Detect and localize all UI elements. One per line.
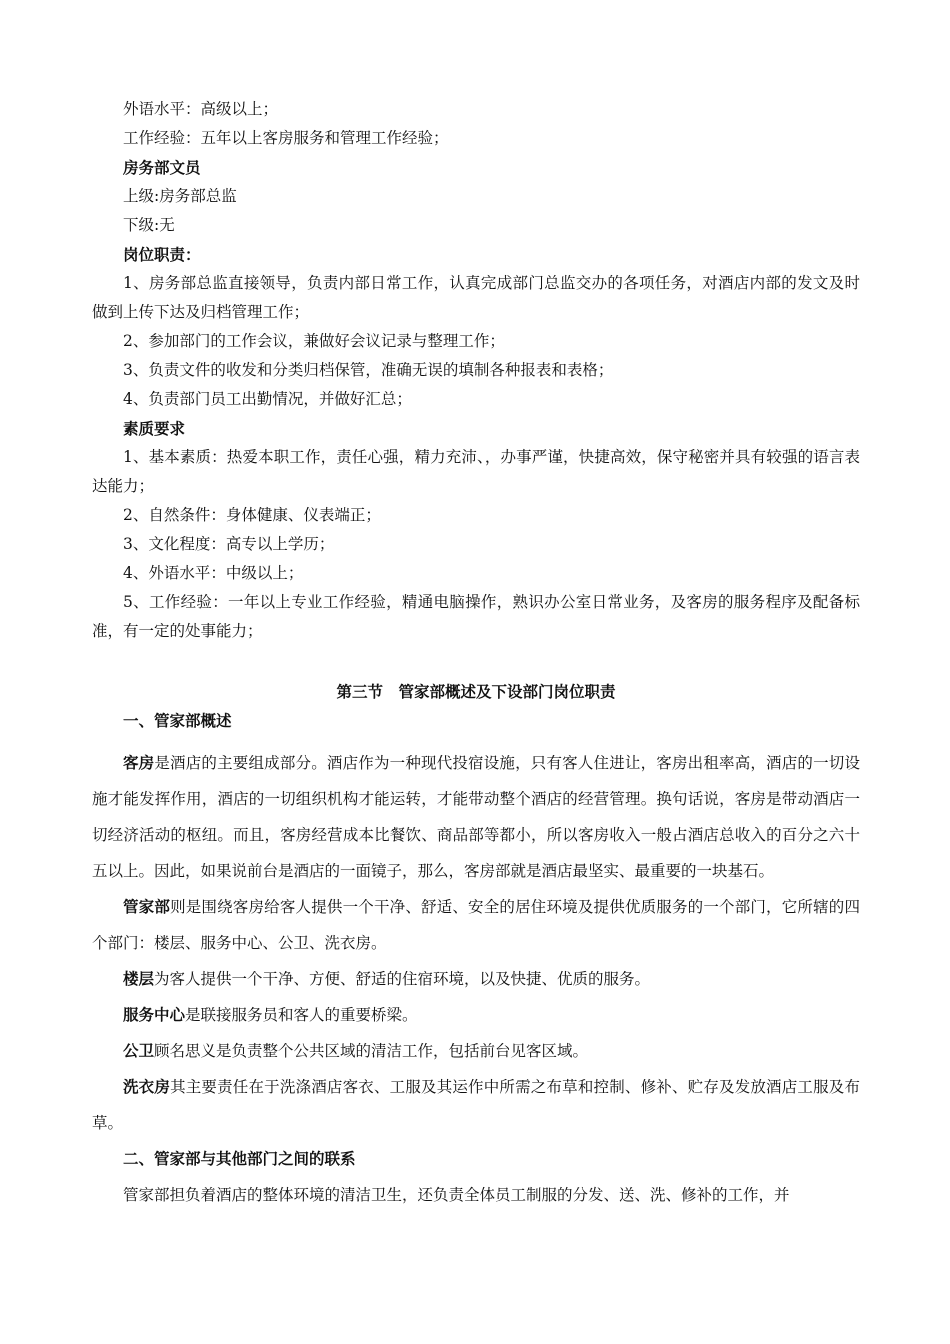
paragraph-lead: 管家部 [123, 897, 171, 916]
quality-item: 4、外语水平：中级以上； [123, 564, 304, 582]
duty-item: 4、负责部门员工出勤情况，并做好汇总； [123, 390, 412, 408]
text-line: 工作经验：五年以上客房服务和管理工作经验； [123, 129, 449, 147]
position-heading: 房务部文员 [123, 158, 201, 177]
paragraph-text: 其主要责任在于洗涤酒店客衣、工服及其运作中所需之布草和控制、修补、贮存及发放酒店工服及布草。 [92, 1078, 860, 1132]
text-line: 外语水平：高级以上； [123, 100, 279, 118]
paragraph-lead: 楼层 [123, 969, 155, 988]
paragraph-fuwu [92, 997, 860, 1033]
paragraph-lead: 服务中心 [123, 1005, 186, 1024]
text-line: 下级:无 [123, 216, 175, 234]
duty-item: 1、房务部总监直接领导，负责内部日常工作，认真完成部门总监交办的各项任务，对酒店内部的发文及时做到上传下达及归档管理工作； [92, 274, 860, 321]
duty-item: 2、参加部门的工作会议，兼做好会议记录与整理工作； [123, 332, 505, 350]
paragraph-guanjia [92, 889, 860, 961]
paragraph-text: 为客人提供一个干净、方便、舒适的住宿环境，以及快捷、优质的服务。 [154, 970, 651, 988]
subsection-heading: 二、管家部与其他部门之间的联系 [123, 1149, 356, 1168]
paragraph-text: 顾名思义是负责整个公共区域的清洁工作，包括前台见客区域。 [154, 1042, 589, 1060]
section-title-block [92, 677, 860, 735]
paragraph-louceng [92, 961, 860, 997]
paragraph-kefang [92, 745, 860, 889]
quality-item: 3、文化程度：高专以上学历； [123, 535, 335, 553]
text-line: 上级:房务部总监 [123, 187, 237, 205]
overview-block [92, 745, 860, 1213]
quality-item: 2、自然条件：身体健康、仪表端正； [123, 506, 381, 524]
housekeeping-section-top [92, 95, 860, 646]
quality-item: 5、工作经验：一年以上专业工作经验，精通电脑操作，熟识办公室日常业务，及客房的服务程序及配备标准，有一定的处事能力； [92, 593, 860, 640]
paragraph-text: 是酒店的主要组成部分。酒店作为一种现代投宿设施，只有客人住进让，客房出租率高，酒店的一切设施才能发挥作用，酒店的一切组织机构才能运转，才能带动整个酒店的经营管理。换句话说，客房是带动酒店一切经济活动的枢纽。而且，客房经营成本比餐饮、商品部等都小，所以客房收入一般占酒店总收入的百分之六十五以上。因此，如果说前台是酒店的一面镜子，那么，客房部就是酒店最坚实、最重要的一块基石。 [92, 754, 860, 880]
section-title: 第三节 管家部概述及下设部门岗位职责 [336, 682, 616, 701]
quality-item: 1、基本素质：热爱本职工作，责任心强，精力充沛、，办事严谨，快捷高效，保守秘密并具有较强的语言表达能力； [92, 448, 860, 495]
duties-heading: 岗位职责： [123, 245, 201, 264]
quality-heading: 素质要求 [123, 419, 186, 438]
paragraph-gongwei [92, 1033, 860, 1069]
paragraph-lead: 洗衣房 [123, 1077, 171, 1096]
paragraph-text: 是联接服务员和客人的重要桥梁。 [185, 1006, 418, 1024]
subsection-heading: 一、管家部概述 [123, 711, 232, 730]
paragraph-text: 则是围绕客房给客人提供一个干净、舒适、安全的居住环境及提供优质服务的一个部门，它所辖的四个部门：楼层、服务中心、公卫、洗衣房。 [92, 898, 860, 952]
paragraph-xiyi [92, 1069, 860, 1141]
duty-item: 3、负责文件的收发和分类归档保管，准确无误的填制各种报表和表格； [123, 361, 614, 379]
paragraph-last: 管家部担负着酒店的整体环境的清洁卫生，还负责全体员工制服的分发、送、洗、修补的工作，并 [123, 1186, 790, 1204]
paragraph-lead: 公卫 [123, 1041, 155, 1060]
paragraph-lead: 客房 [123, 753, 155, 772]
